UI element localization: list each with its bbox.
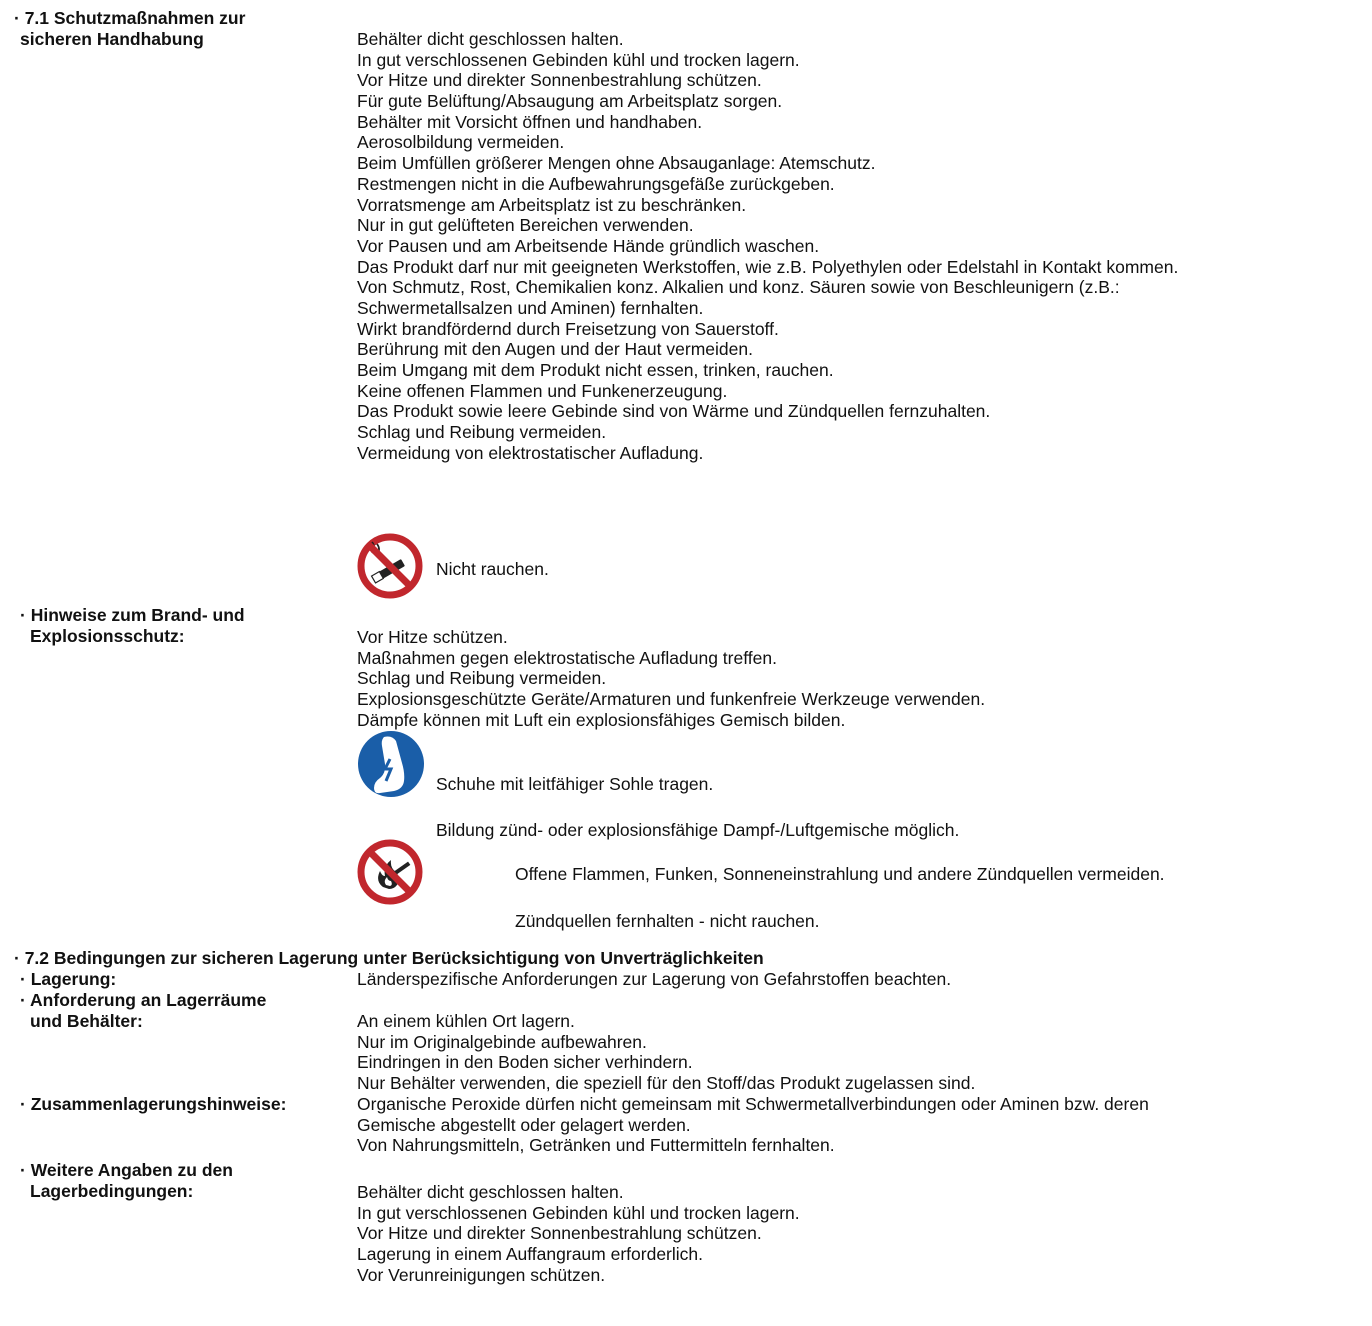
section-7-1-heading-line2: sicheren Handhabung xyxy=(20,29,204,49)
text-line: In gut verschlossenen Gebinden kühl und trocken lagern. xyxy=(357,1202,800,1223)
text-line: Vor Hitze und direkter Sonnenbestrahlung schützen. xyxy=(357,1223,762,1244)
text-line: Nur Behälter verwenden, die speziell für den Stoff/das Produkt zugelassen sind. xyxy=(357,1073,976,1094)
text-line: Nur in gut gelüfteten Bereichen verwenden. xyxy=(357,215,694,236)
text-line: Beim Umgang mit dem Produkt nicht essen, trinken, rauchen. xyxy=(357,360,834,380)
brand-label-line1: · Hinweise zum Brand- und xyxy=(20,605,245,625)
weitere-text-block xyxy=(357,1182,800,1285)
brand-label-line2: Explosionsschutz: xyxy=(30,626,185,646)
text-line: Vor Verunreinigungen schützen. xyxy=(357,1264,606,1285)
weitere-label-line1: · Weitere Angaben zu den xyxy=(20,1160,233,1180)
shoes-text: Schuhe mit leitfähiger Sohle tragen. xyxy=(436,774,714,794)
text-line: Das Produkt sowie leere Gebinde sind von Wärme und Zündquellen fernzuhalten. xyxy=(357,401,991,422)
text-line: Berührung mit den Augen und der Haut vermeiden. xyxy=(357,339,753,360)
text-line: An einem kühlen Ort lagern. xyxy=(357,1011,575,1031)
text-line: Von Nahrungsmitteln, Getränken und Futtermitteln fernhalten. xyxy=(357,1135,835,1156)
no-open-flame-icon xyxy=(357,839,423,905)
antistatic-footwear-icon xyxy=(356,729,426,799)
lagerung-label: · Lagerung: xyxy=(20,969,117,989)
weitere-label-line2: Lagerbedingungen: xyxy=(30,1181,194,1201)
ignition-text: Zündquellen fernhalten - nicht rauchen. xyxy=(515,911,820,931)
text-line: Dämpfe können mit Luft ein explosionsfähiges Gemisch bilden. xyxy=(357,709,846,730)
text-line: Behälter dicht geschlossen halten. xyxy=(357,29,624,49)
section-7-1-text-block xyxy=(357,29,1178,463)
lagerung-text: Länderspezifische Anforderungen zur Lagerung von Gefahrstoffen beachten. xyxy=(357,969,952,989)
no-smoking-text: Nicht rauchen. xyxy=(436,559,549,579)
text-line: Organische Peroxide dürfen nicht gemeinsam mit Schwermetallverbindungen oder Aminen bzw. deren xyxy=(357,1094,1149,1114)
text-line: Behälter mit Vorsicht öffnen und handhaben. xyxy=(357,111,703,132)
text-line: Für gute Belüftung/Absaugung am Arbeitsplatz sorgen. xyxy=(357,91,783,112)
flames-text: Offene Flammen, Funken, Sonneneinstrahlung und andere Zündquellen vermeiden. xyxy=(515,864,1165,884)
text-line: Schlag und Reibung vermeiden. xyxy=(357,668,607,689)
text-line: Maßnahmen gegen elektrostatische Aufladung treffen. xyxy=(357,647,777,668)
mixture-text: Bildung zünd- oder explosionsfähige Dampf-/Luftgemische möglich. xyxy=(436,820,960,840)
section-7-2-heading: · 7.2 Bedingungen zur sicheren Lagerung unter Berücksichtigung von Unverträglichkeiten xyxy=(14,948,764,968)
section-7-1-heading-line1: · 7.1 Schutzmaßnahmen zur xyxy=(14,8,246,28)
text-line: Vor Hitze und direkter Sonnenbestrahlung schützen. xyxy=(357,70,762,91)
text-line: Vorratsmenge am Arbeitsplatz ist zu beschränken. xyxy=(357,194,747,215)
text-line: Explosionsgeschützte Geräte/Armaturen und funkenfreie Werkzeuge verwenden. xyxy=(357,689,986,710)
text-line: Schlag und Reibung vermeiden. xyxy=(357,422,607,443)
text-line: Beim Umfüllen größerer Mengen ohne Absauganlage: Atemschutz. xyxy=(357,153,876,174)
text-line: Lagerung in einem Auffangraum erforderlich. xyxy=(357,1244,704,1265)
raeume-text-block xyxy=(357,1011,975,1094)
text-line: Aerosolbildung vermeiden. xyxy=(357,132,565,153)
text-line: Behälter dicht geschlossen halten. xyxy=(357,1182,624,1202)
text-line: Restmengen nicht in die Aufbewahrungsgefäße zurückgeben. xyxy=(357,173,835,194)
text-line: Eindringen in den Boden sicher verhindern. xyxy=(357,1052,693,1073)
text-line: Keine offenen Flammen und Funkenerzeugung. xyxy=(357,380,728,401)
text-line: In gut verschlossenen Gebinden kühl und trocken lagern. xyxy=(357,49,800,70)
text-line: Von Schmutz, Rost, Chemikalien konz. Alkalien und konz. Säuren sowie von Beschleunigern (z.B.: xyxy=(357,277,1120,298)
text-line: Vor Pausen und am Arbeitsende Hände gründlich waschen. xyxy=(357,235,820,256)
brand-text-block xyxy=(357,627,985,730)
text-line: Das Produkt darf nur mit geeigneten Werkstoffen, wie z.B. Polyethylen oder Edelstahl in Kontakt kommen. xyxy=(357,256,1179,277)
raeume-label-line2: und Behälter: xyxy=(30,1011,143,1031)
text-line: Gemische abgestellt oder gelagert werden. xyxy=(357,1114,691,1135)
zusammen-label: · Zusammenlagerungshinweise: xyxy=(20,1094,287,1114)
zusammen-text-block xyxy=(357,1094,1149,1156)
no-smoking-icon xyxy=(357,533,423,599)
text-line: Wirkt brandfördernd durch Freisetzung von Sauerstoff. xyxy=(357,318,779,339)
text-line: Schwermetallsalzen und Aminen) fernhalten. xyxy=(357,297,704,318)
text-line: Vermeidung von elektrostatischer Aufladung. xyxy=(357,442,704,463)
text-line: Nur im Originalgebinde aufbewahren. xyxy=(357,1031,647,1052)
text-line: Vor Hitze schützen. xyxy=(357,627,508,647)
raeume-label-line1: · Anforderung an Lagerräume xyxy=(20,990,267,1010)
